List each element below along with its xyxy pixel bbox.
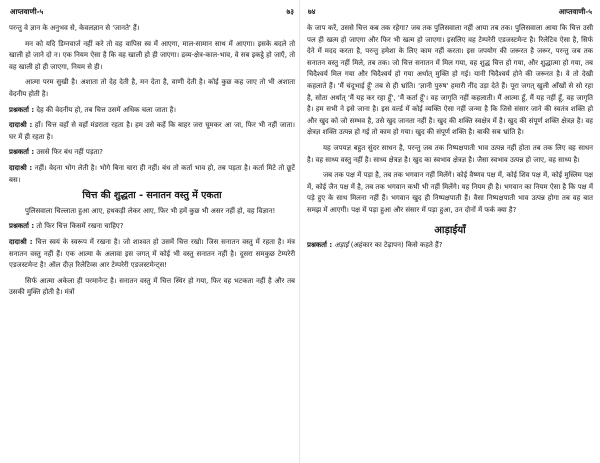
dialogue-question: प्रश्नकर्ता : देह की वेदनीय हो, तब चित्त उसमें अधिक चला जाता है। [9,105,176,114]
page-number: ७३ [286,7,294,16]
paragraph: जब तक पक्ष में पड़ा है, तब तक भगवान नहीं मिलेंगे। कोई वैष्णव पक्ष में, कोई शिव पक्ष में, कोई मुस्लिम पक्ष में, कोई जैन पक्ष में है, तब तक भगवान कभी भी नहीं मिलेंगे। यह नियम ही है। भगवान का नियम ऐसा है कि पक्ष में पड़े हुए के साथ मिलना नहीं हैं। भगवान खुद ही निष्पक्षपाती हैं। वैसा निष्पक्षपाती भाव उत्पन्न होगा तब वह बात समझ में आएगी। पक्ष में पड़ा हुआ और संसार में पड़ा हुआ, उन दोनों में फर्क क्या है? [307,171,593,214]
speaker-label: प्रश्नकर्ता : [9,148,35,157]
left-page [6,0,298,463]
speaker-label: दादाश्री : [9,237,33,246]
page-gutter [299,0,300,463]
running-title: आप्तवाणी-५ [10,7,44,16]
speaker-label: प्रश्नकर्ता : [9,105,35,114]
paragraph: मन को यदि डिग्नवार्ज नहीं करे तो वह वापिस स्व में आएगा, माल-सामान साथ में आएगा। इसके बदले तो खाली हो जाने दो न। एक नियम ऐसा है कि वह खाली हो ही जाएगा। द्रव्य-क्षेत्र-काल-भाव, वे सब इकट्ठे हो जाएँ, तो वह खाली हो ही जाएगा, नियम से ही। [9,39,295,71]
speaker-label: प्रश्नकर्ता : [9,222,35,231]
dialogue-answer: दादाश्री : नहीं। वेदना भोग लेती है। भोगे बिना चारा ही नहीं। बंध तो कर्ता भाव हो, तब पड़ता है। कर्ता मिटे तो छूटें बस। [9,163,295,184]
paragraph: परन्तु वे ज्ञान के अनुभव से, केवलज्ञान से 'जानते' हैं। [9,24,140,32]
paragraph: पुलिसवाला चिल्लाता हुआ आए, हथकड़ी लेकर आए, फिर भी हमें कुछ भी असर नहीं हो, वह विज्ञान! [25,206,276,215]
right-page [304,0,596,463]
dialogue-question: प्रश्नकर्ता : तो फिर चित्त किसमें रखना चाहिए? [9,222,124,231]
running-title: आप्तवाणी-५ [558,7,592,16]
paragraph: आत्मा परम सुखी है। अशाता तो देह देती है, मन देता है, वाणी देती है। कोई कुछ कह जाए तो भी अशाता वेदनीय होती है। [9,78,295,98]
section-heading: आड़ाईयाँ [434,224,466,236]
paragraph: के जाप करें, उससे चित्त कब तक रहेगा? जब तक पुलिसवाला नहीं आया तब तक। पुलिसवाला आया कि चित्त उसी पल ही खत्म हो जाएगा और फिर भी खत्म हो जाएगा। इसलिए वह टेम्परेरी एडजस्टमेन्ट है। रिलेटिव ऐसा है, सिर्फ देने में मदद करता है, परन्तु हमेशा के लिए काम नहीं करता। इस जपयोग की जरूरत है जरूर, परन्तु जब तक सनातन वस्तु नहीं मिले, तब तक। जो चित्त सनातन में मिल गया, वह शुद्ध चित्त हो गया, और शुद्धात्मा हो गया, तब चिदैश्वर्य मिल गया और चिदैश्वर्य हो गया अर्थात् मुक्ति हो गई। यानी चिदैश्वर्य होने की जरूरत है। वे तो देखी कहलाते हैं। 'मैं चंदूभाई हूँ' तब से ही भ्रांति। 'ज्ञानी पुरुष' हमारी नींद उड़ा देते हैं। पूरा जगत् खुली आँखों से सो रहा है, सोता अर्थात् 'मैं यह कर रहा हूँ', 'मैं कर्ता हूँ'। वह जागृति नहीं कहलाती। मैं आत्मा हूँ, मैं यह नहीं हूँ, वह जागृति है। हम सभी ने इसे जाना है। इस वर्ल्ड में कोई व्यक्ति ऐसा नहीं जन्मा है कि जिसे संसार जाने की स्वतंत्र शक्ति हो और खुद को जो सम्भव है, उसे खुद जानता नहीं है। खुद की शक्ति स्वक्षेत्र में है। खुद की संपूर्ण शक्ति क्षेत्रज्ञ है। वह क्षेत्रज्ञ शक्ति उत्पन्न हो गई तो काम हो गया। खुद की संपूर्ण शक्ति है। बाकी सब भ्रांति है। [307,24,593,137]
dialogue-question: प्रश्नकर्ता : अड़ाई (अहंकार का टेढ़ापन) किसे कहते हैं? [307,241,443,250]
dialogue-answer: दादाश्री : हाँ। चित्त वहाँ से वहाँ मंडराता रहता है। हम उसे कहें कि बाहर जरा घूमकर आ जा, फिर भी नहीं जाता। घर में ही रहता है। [9,121,295,141]
left-page-body [6,23,298,299]
dialogue-question: प्रश्नकर्ता : उससे फिर बंध नहीं पड़ता? [9,148,103,157]
speaker-label: प्रश्नकर्ता : [307,241,333,250]
speaker-label: दादाश्री : [9,163,33,172]
right-page-body [304,23,596,252]
paragraph: यह जपयज्ञ बहुत सुंदर साधन है, परन्तु जब तक निष्पक्षपाती भाव उत्पन्न नहीं होता तब तक लिए वह साधन है। वह साध्य वस्तु नहीं है। साध्य क्षेत्रज्ञ है। खुद का स्वभाव क्षेत्रज्ञ है। जैसा स्वभाव उत्पन्न हो जाए, वह साध्य है। [307,143,593,164]
page-number: ७४ [308,7,316,16]
italic-term: अड़ाई [334,241,349,250]
speaker-label: दादाश्री : [9,121,33,130]
right-page-header [304,3,596,17]
paragraph: सिर्फ आत्मा अकेला ही परमानेन्ट है। सनातन वस्तु में चित्त स्थिर हो गया, फिर वह भटकता नहीं है और तब उसकी मुक्ति होती है। मंत्रों [9,276,295,297]
left-page-header [6,3,298,17]
dialogue-answer: दादाश्री : चित्त स्वयं के स्वरूप में रखना है। जो शाश्वत हो उसमें चित्त रखो। जिस सनातन वस्तु में रहता है। मंत्र सनातन वस्तु नहीं हैं। एक आत्मा के अलावा इस जगत् में कोई भी वस्तु सनातन नहीं है। दूसरा समकुछ टेम्परेरी एडजस्टमेन्ट है! ऑल दीज़ रिलेटिव्स आर टेम्परेरी एडजस्टमेन्ट्स! [9,237,295,270]
section-heading: चित्त की शुद्धता - सनातन वस्तु में एकता [82,190,222,202]
